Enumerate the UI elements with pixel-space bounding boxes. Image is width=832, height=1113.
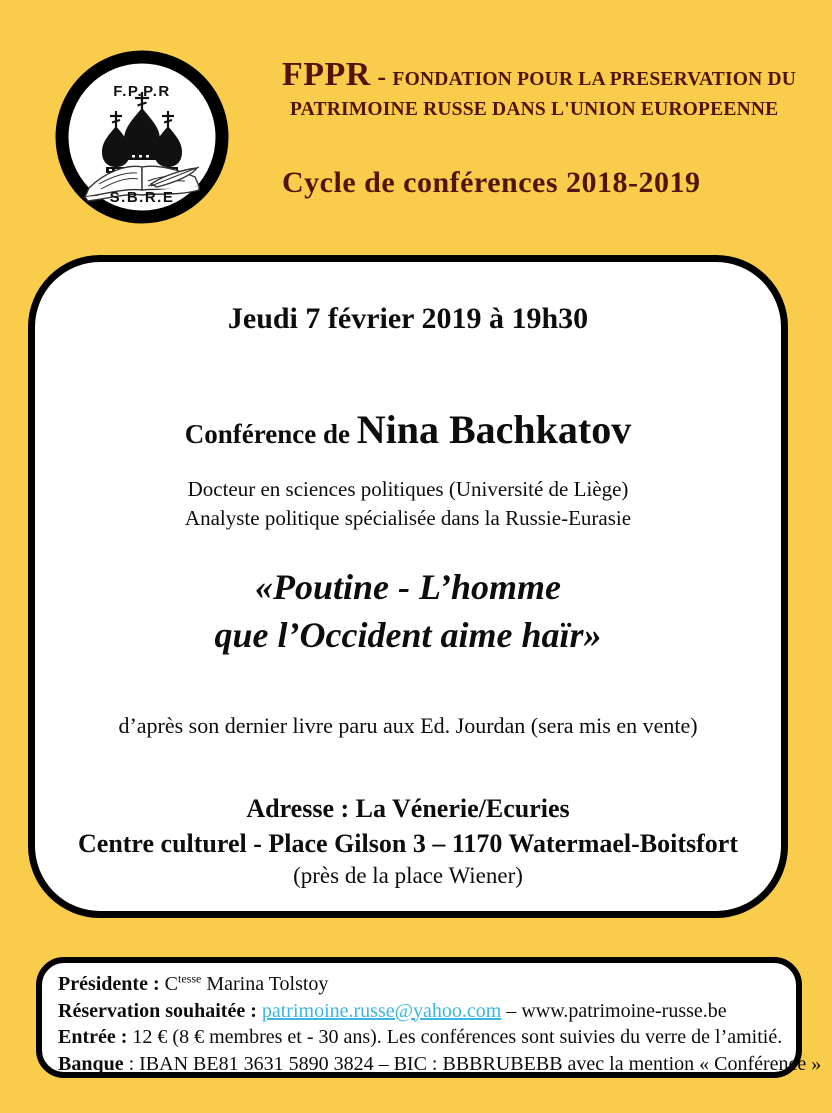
- talk-title-line1: «Poutine - L’homme: [255, 567, 561, 607]
- speaker-credentials: [35, 475, 781, 533]
- address-line1: Adresse : La Vénerie/Ecuries: [246, 794, 570, 823]
- website-text: – www.patrimoine-russe.be: [501, 999, 727, 1022]
- talk-title-line2: que l’Occident aime haïr»: [214, 615, 602, 655]
- org-name-part1: FONDATION POUR LA PRESERVATION DU: [392, 69, 797, 90]
- logo-bottom-label: S.B.R.E: [109, 189, 175, 206]
- bank-text: : IBAN BE81 3631 5890 3824 – BIC : BBBRUBEBB avec la mention « Conférence »: [123, 1052, 822, 1075]
- book-note: d’après son dernier livre paru aux Ed. Jourdan (sera mis en vente): [118, 713, 698, 738]
- org-title-line1: [282, 56, 812, 95]
- logo-emblem-icon: [55, 50, 229, 224]
- president-name: Marina Tolstoy: [201, 973, 329, 995]
- event-datetime: Jeudi 7 février 2019 à 19h30: [227, 302, 589, 335]
- president-label: Présidente :: [58, 973, 160, 995]
- speaker-title-2: Analyste politique spécialisée dans la Russie-Eurasie: [184, 506, 632, 530]
- address-line2: Centre culturel - Place Gilson 3 – 1170 Watermael-Boitsfort: [78, 829, 738, 858]
- talk-title: [35, 563, 781, 659]
- address-note: (près de la place Wiener): [293, 863, 523, 888]
- president-superscript: tesse: [177, 971, 202, 986]
- event-card: [28, 255, 788, 918]
- reservation-line: [58, 998, 780, 1025]
- logo-top-label: F.P.P.R: [113, 83, 171, 100]
- email-link[interactable]: patrimoine.russe@yahoo.com: [261, 999, 502, 1022]
- address-block: [35, 791, 781, 891]
- org-title: [282, 56, 812, 124]
- entry-text: 12 € (8 € membres et - 30 ans). Les conférences sont suivies du verre de l’amitié.: [127, 1026, 783, 1048]
- president-line: [58, 971, 780, 998]
- conference-title: [35, 406, 781, 453]
- entry-label: Entrée :: [58, 1026, 128, 1048]
- bank-label: Banque: [58, 1052, 124, 1075]
- org-separator: -: [370, 62, 393, 91]
- practical-info-card: [36, 957, 822, 1078]
- bank-line: [58, 1051, 822, 1078]
- org-abbr: FPPR: [282, 56, 371, 93]
- cycle-title: Cycle de conférences 2018-2019: [282, 166, 701, 199]
- org-name-part2: PATRIMOINE RUSSE DANS L'UNION EUROPEENNE: [290, 99, 779, 120]
- reservation-label: Réservation souhaitée :: [58, 999, 262, 1022]
- entry-fee-line: [58, 1024, 783, 1051]
- speaker-title-1: Docteur en sciences politiques (Université de Liège): [187, 477, 629, 501]
- conference-prefix: Conférence de: [184, 419, 357, 449]
- president-prefix: C: [159, 973, 178, 995]
- fppr-logo: [55, 50, 229, 224]
- speaker-name: Nina Bachkatov: [356, 407, 632, 452]
